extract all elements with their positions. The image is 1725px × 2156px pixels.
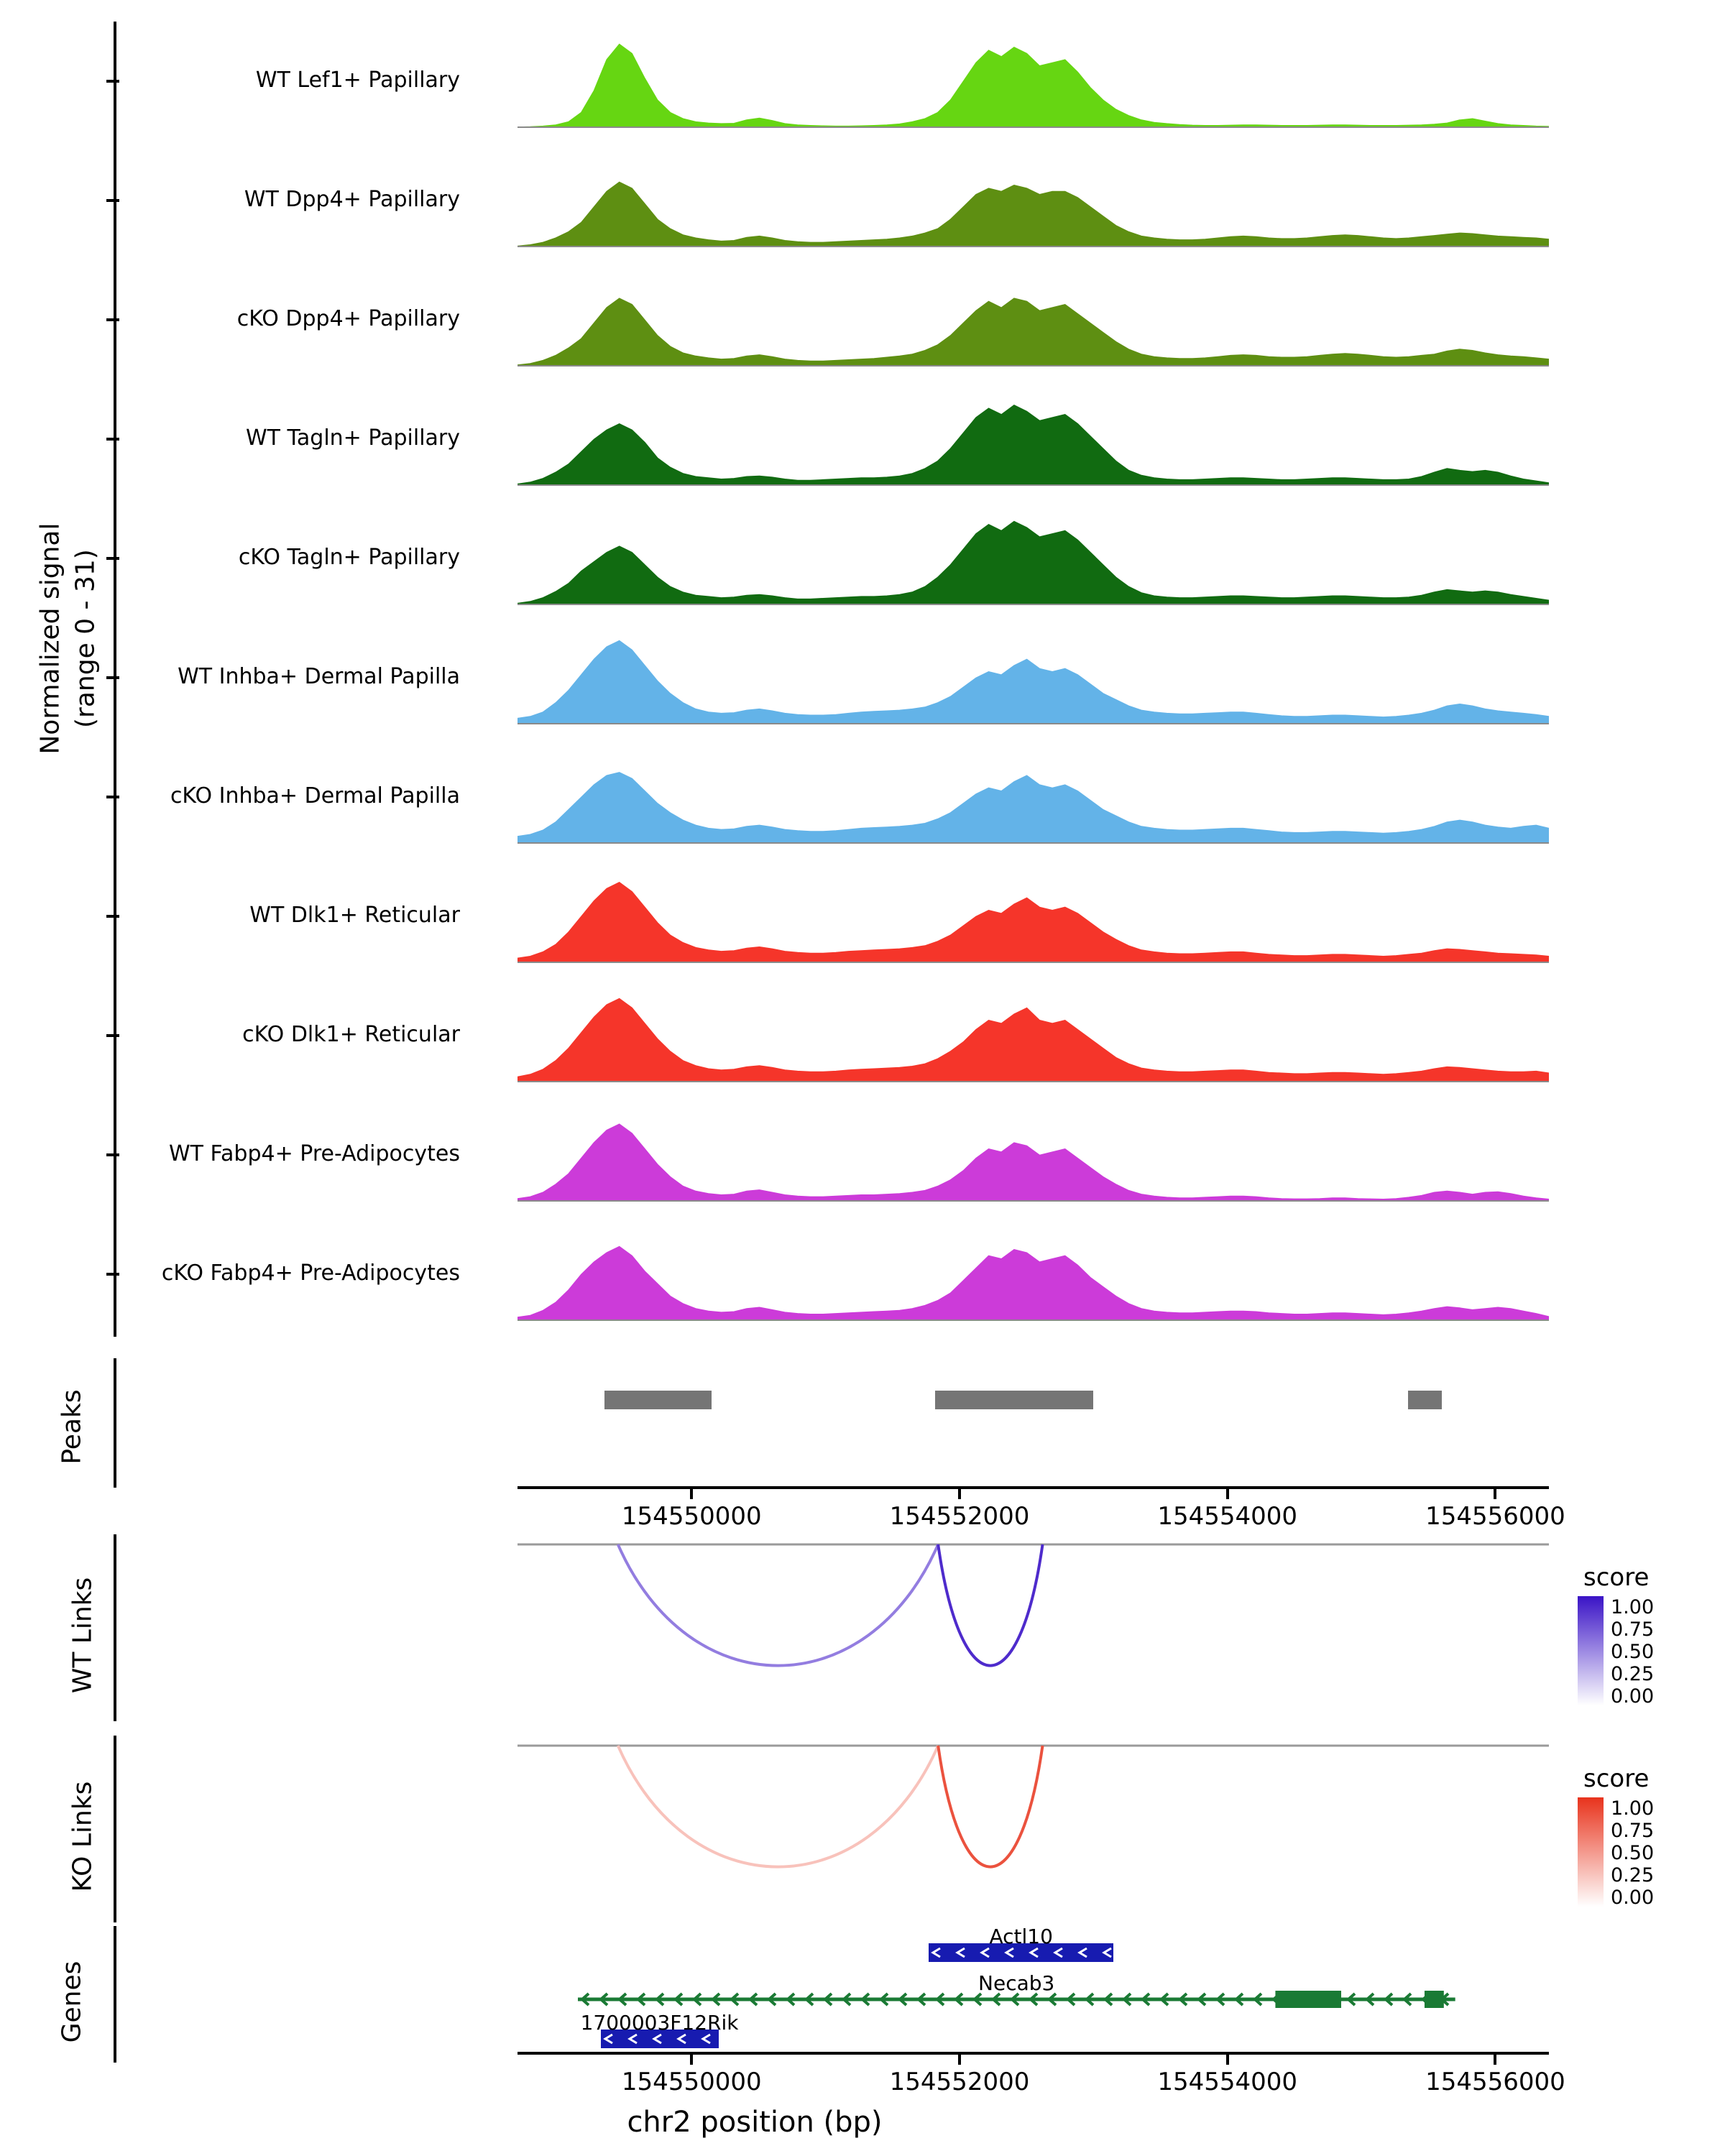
ko-links-colorbar bbox=[1578, 1764, 1654, 1907]
gene-label: 1700003F12Rik bbox=[580, 2011, 739, 2035]
x-axis-tick bbox=[1494, 1489, 1496, 1499]
signal-track bbox=[518, 266, 1549, 367]
x-axis-tick bbox=[1494, 2055, 1496, 2065]
wt-links-axis-spine bbox=[114, 1534, 116, 1721]
track-label: cKO Dlk1+ Reticular bbox=[242, 1022, 460, 1047]
x-axis-line bbox=[518, 2052, 1549, 2055]
y-axis-label-line1: Normalized signal bbox=[35, 522, 65, 755]
x-axis-tick-label: 154556000 bbox=[1425, 1502, 1565, 1531]
signal-track bbox=[518, 743, 1549, 844]
colorbar-tick-label: 1.00 bbox=[1611, 1797, 1655, 1820]
x-axis-tick-label: 154556000 bbox=[1425, 2068, 1565, 2096]
peaks-section-label: Peaks bbox=[57, 1389, 87, 1465]
colorbar-tick-label: 0.25 bbox=[1611, 1663, 1655, 1685]
y-axis-label-line2: (range 0 - 31) bbox=[70, 549, 100, 728]
ko-links-section-label: KO Links bbox=[68, 1781, 98, 1892]
y-axis-label bbox=[33, 459, 103, 819]
track-label: WT Dlk1+ Reticular bbox=[249, 903, 460, 928]
signal-track bbox=[518, 862, 1549, 963]
x-axis-label: chr2 position (bp) bbox=[627, 2106, 883, 2139]
axis-tick bbox=[106, 1153, 119, 1156]
peak-bar bbox=[1408, 1391, 1442, 1409]
x-axis-tick bbox=[690, 2055, 693, 2065]
colorbar-gradient bbox=[1578, 1797, 1604, 1907]
wt-links-colorbar bbox=[1578, 1563, 1655, 1708]
axis-tick bbox=[106, 438, 119, 441]
track-label: WT Fabp4+ Pre-Adipocytes bbox=[169, 1141, 460, 1166]
axis-tick bbox=[106, 915, 119, 918]
signal-track bbox=[518, 624, 1549, 724]
colorbar-tick-label: 0.00 bbox=[1611, 1886, 1655, 1909]
signal-track bbox=[518, 982, 1549, 1082]
track-label: WT Tagln+ Papillary bbox=[246, 425, 460, 451]
x-axis-tick bbox=[1226, 2055, 1229, 2065]
colorbar-tick-label: 0.00 bbox=[1611, 1685, 1655, 1708]
colorbar-tick-label: 0.25 bbox=[1611, 1864, 1655, 1886]
x-axis-tick-label: 154554000 bbox=[1157, 1502, 1298, 1531]
gene-label: Actl10 bbox=[989, 1925, 1053, 1948]
signal-track bbox=[518, 1220, 1549, 1321]
x-axis-tick bbox=[958, 2055, 961, 2065]
x-axis-line bbox=[518, 1486, 1549, 1489]
axis-tick bbox=[106, 199, 119, 202]
peak-bar bbox=[604, 1391, 712, 1409]
peaks-axis-spine bbox=[114, 1358, 116, 1488]
signal-track bbox=[518, 1101, 1549, 1202]
track-label: cKO Fabp4+ Pre-Adipocytes bbox=[161, 1261, 460, 1286]
axis-tick bbox=[106, 796, 119, 798]
signal-track bbox=[518, 27, 1549, 128]
colorbar-title: score bbox=[1583, 1764, 1650, 1793]
x-axis-tick-label: 154552000 bbox=[889, 2068, 1030, 2096]
track-label: WT Dpp4+ Papillary bbox=[244, 187, 460, 212]
track-label: WT Lef1+ Papillary bbox=[255, 68, 460, 93]
track-label: WT Inhba+ Dermal Papilla bbox=[178, 664, 460, 689]
genes-section-label: Genes bbox=[57, 1961, 87, 2043]
genes-axis-spine bbox=[114, 1926, 116, 2063]
colorbar-title: score bbox=[1583, 1563, 1650, 1592]
axis-tick bbox=[106, 557, 119, 560]
colorbar-gradient bbox=[1578, 1596, 1604, 1705]
colorbar-tick-label: 0.75 bbox=[1611, 1618, 1655, 1641]
axis-tick bbox=[106, 676, 119, 679]
axis-tick bbox=[106, 1273, 119, 1276]
track-label: cKO Tagln+ Papillary bbox=[238, 545, 460, 570]
axis-tick bbox=[106, 1034, 119, 1037]
colorbar-tick-label: 1.00 bbox=[1611, 1596, 1655, 1618]
signal-track bbox=[518, 147, 1549, 247]
signal-track bbox=[518, 385, 1549, 486]
peak-bar bbox=[935, 1391, 1093, 1409]
track-label: cKO Dpp4+ Papillary bbox=[236, 306, 460, 331]
x-axis-tick bbox=[690, 1489, 693, 1499]
x-axis-tick bbox=[1226, 1489, 1229, 1499]
axis-tick bbox=[106, 318, 119, 321]
colorbar-tick-label: 0.50 bbox=[1611, 1842, 1655, 1864]
signal-track bbox=[518, 505, 1549, 605]
ko-links-axis-spine bbox=[114, 1736, 116, 1922]
colorbar-tick-label: 0.50 bbox=[1611, 1641, 1655, 1663]
x-axis-tick-label: 154552000 bbox=[889, 1502, 1030, 1531]
x-axis-tick bbox=[958, 1489, 961, 1499]
colorbar-tick-label: 0.75 bbox=[1611, 1820, 1655, 1842]
gene-label: Necab3 bbox=[978, 1971, 1055, 1995]
link-arcs bbox=[518, 1542, 1549, 1714]
axis-tick bbox=[106, 80, 119, 83]
x-axis-tick-label: 154550000 bbox=[621, 2068, 762, 2096]
wt-links-section-label: WT Links bbox=[68, 1577, 98, 1694]
x-axis-tick-label: 154554000 bbox=[1157, 2068, 1298, 2096]
track-label: cKO Inhba+ Dermal Papilla bbox=[170, 783, 460, 808]
link-arcs bbox=[518, 1743, 1549, 1915]
x-axis-tick-label: 154550000 bbox=[621, 1502, 762, 1531]
